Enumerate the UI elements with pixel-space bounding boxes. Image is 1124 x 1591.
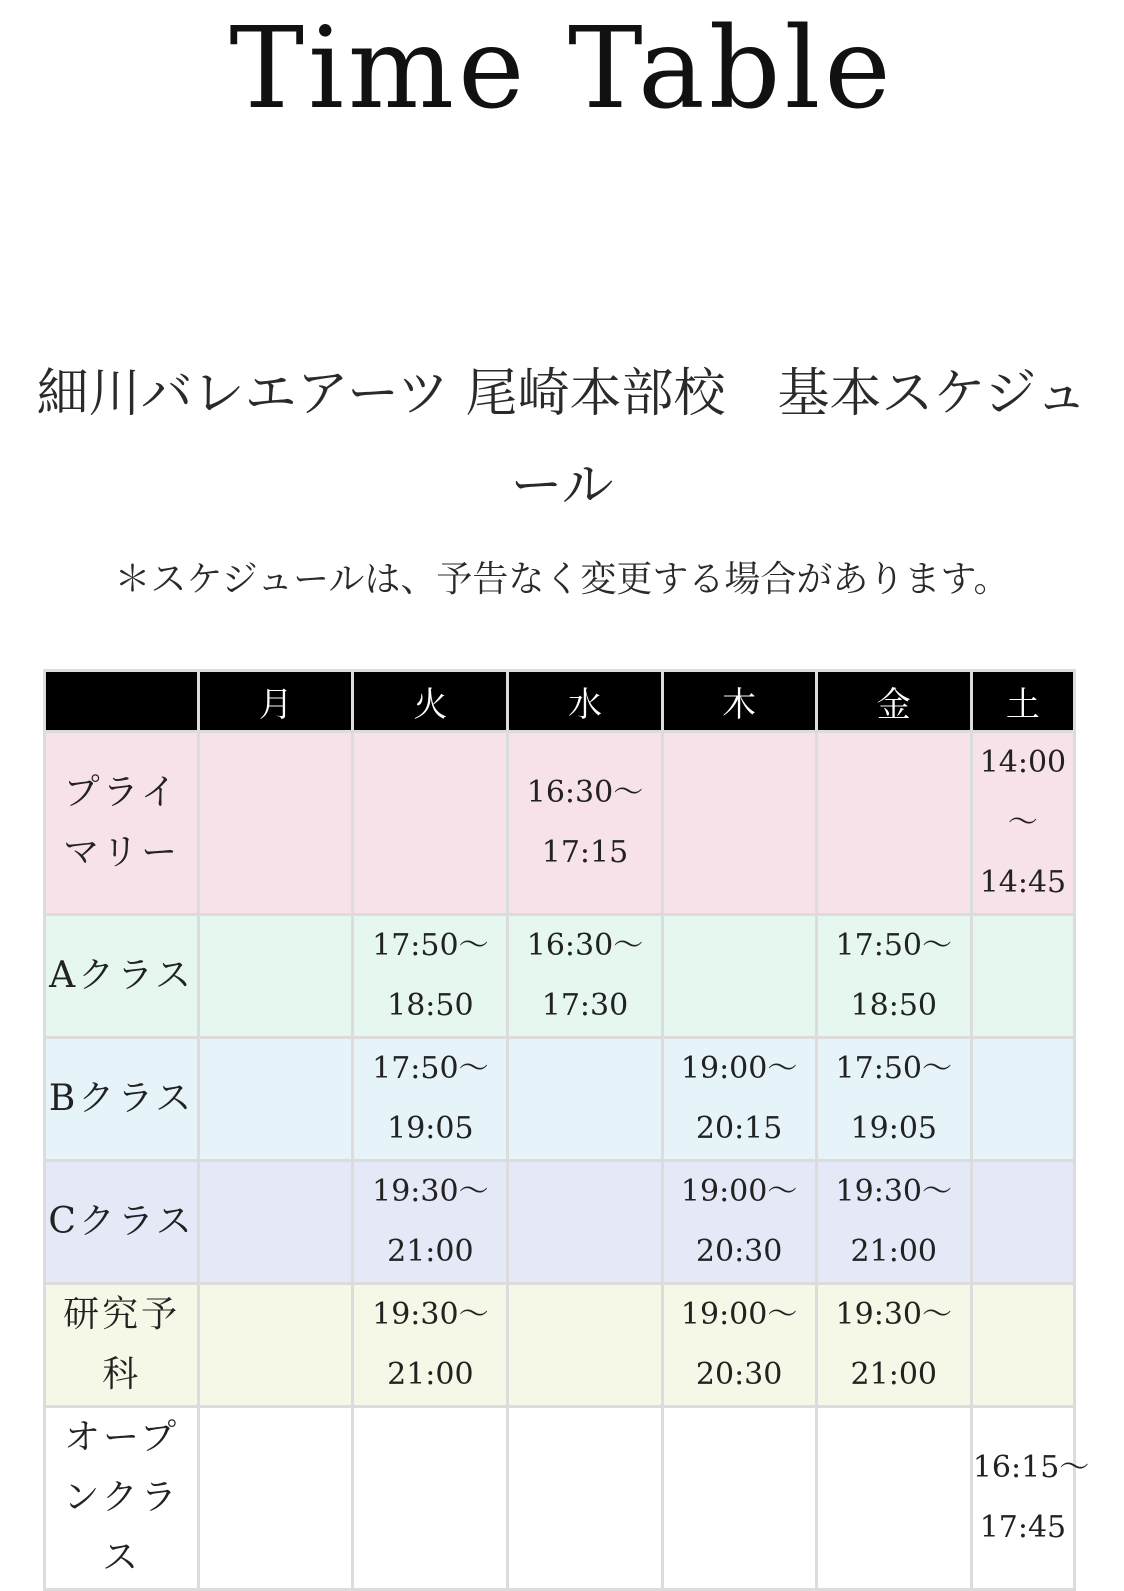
- cell-kenkyu-yoka-wed: [508, 1284, 662, 1407]
- timetable: [43, 669, 1090, 1591]
- cell-b-class-fri: 17:50〜 19:05: [816, 1038, 971, 1161]
- cell-c-class-sat: [971, 1161, 1074, 1284]
- cell-c-class-mon: [199, 1161, 353, 1284]
- cell-a-class-sat: [971, 915, 1074, 1038]
- cell-b-class-wed: [508, 1038, 662, 1161]
- timetable-header-row: [45, 671, 1075, 732]
- header-monday: 月: [199, 671, 353, 732]
- row-label-open-class: オープンクラス: [45, 1407, 199, 1590]
- cell-primary-mon: [199, 732, 353, 915]
- cell-primary-sat: 14:00 〜 14:45: [971, 732, 1074, 915]
- table-row-b-class: [45, 1038, 1075, 1161]
- table-row-primary: [45, 732, 1075, 915]
- schedule-heading: 細川バレエアーツ 尾崎本部校 基本スケジュール: [36, 364, 1088, 516]
- cell-kenkyu-yoka-tue: 19:30〜 21:00: [353, 1284, 508, 1407]
- table-row-c-class: [45, 1161, 1075, 1284]
- cell-b-class-mon: [199, 1038, 353, 1161]
- table-row-a-class: [45, 915, 1075, 1038]
- cell-open-class-wed: [508, 1407, 662, 1590]
- cell-open-class-sat: 16:15〜 17:45: [971, 1407, 1074, 1590]
- table-row-open-class: [45, 1407, 1075, 1590]
- cell-kenkyu-yoka-fri: 19:30〜 21:00: [816, 1284, 971, 1407]
- cell-open-class-tue: [353, 1407, 508, 1590]
- row-label-c-class: Cクラス: [45, 1161, 199, 1284]
- cell-primary-fri: [816, 732, 971, 915]
- cell-kenkyu-yoka-mon: [199, 1284, 353, 1407]
- cell-kenkyu-yoka-thu: 19:00〜 20:30: [662, 1284, 816, 1407]
- header-thursday: 木: [662, 671, 816, 732]
- page-title: Time Table: [229, 4, 895, 134]
- cell-open-class-mon: [199, 1407, 353, 1590]
- cell-a-class-fri: 17:50〜 18:50: [816, 915, 971, 1038]
- cell-primary-tue: [353, 732, 508, 915]
- row-label-primary: プライマリー: [45, 732, 199, 915]
- header-saturday: 土: [971, 671, 1074, 732]
- header-corner: [45, 671, 199, 732]
- cell-c-class-tue: 19:30〜 21:00: [353, 1161, 508, 1284]
- cell-kenkyu-yoka-sat: [971, 1284, 1074, 1407]
- table-row-kenkyu-yoka: [45, 1284, 1075, 1407]
- cell-primary-thu: [662, 732, 816, 915]
- row-label-a-class: Aクラス: [45, 915, 199, 1038]
- schedule-notice: ＊スケジュールは、予告なく変更する場合があります。: [114, 559, 1010, 600]
- header-friday: 金: [816, 671, 971, 732]
- header-wednesday: 水: [508, 671, 662, 732]
- cell-primary-wed: 16:30〜 17:15: [508, 732, 662, 915]
- cell-a-class-mon: [199, 915, 353, 1038]
- row-label-kenkyu-yoka: 研究予科: [45, 1284, 199, 1407]
- cell-c-class-thu: 19:00〜 20:30: [662, 1161, 816, 1284]
- cell-a-class-tue: 17:50〜 18:50: [353, 915, 508, 1038]
- cell-b-class-sat: [971, 1038, 1074, 1161]
- cell-a-class-wed: 16:30〜 17:30: [508, 915, 662, 1038]
- cell-open-class-fri: [816, 1407, 971, 1590]
- header-tuesday: 火: [353, 671, 508, 732]
- row-label-b-class: Bクラス: [45, 1038, 199, 1161]
- cell-open-class-thu: [662, 1407, 816, 1590]
- cell-a-class-thu: [662, 915, 816, 1038]
- cell-c-class-fri: 19:30〜 21:00: [816, 1161, 971, 1284]
- cell-b-class-tue: 17:50〜 19:05: [353, 1038, 508, 1161]
- cell-b-class-thu: 19:00〜 20:15: [662, 1038, 816, 1161]
- cell-c-class-wed: [508, 1161, 662, 1284]
